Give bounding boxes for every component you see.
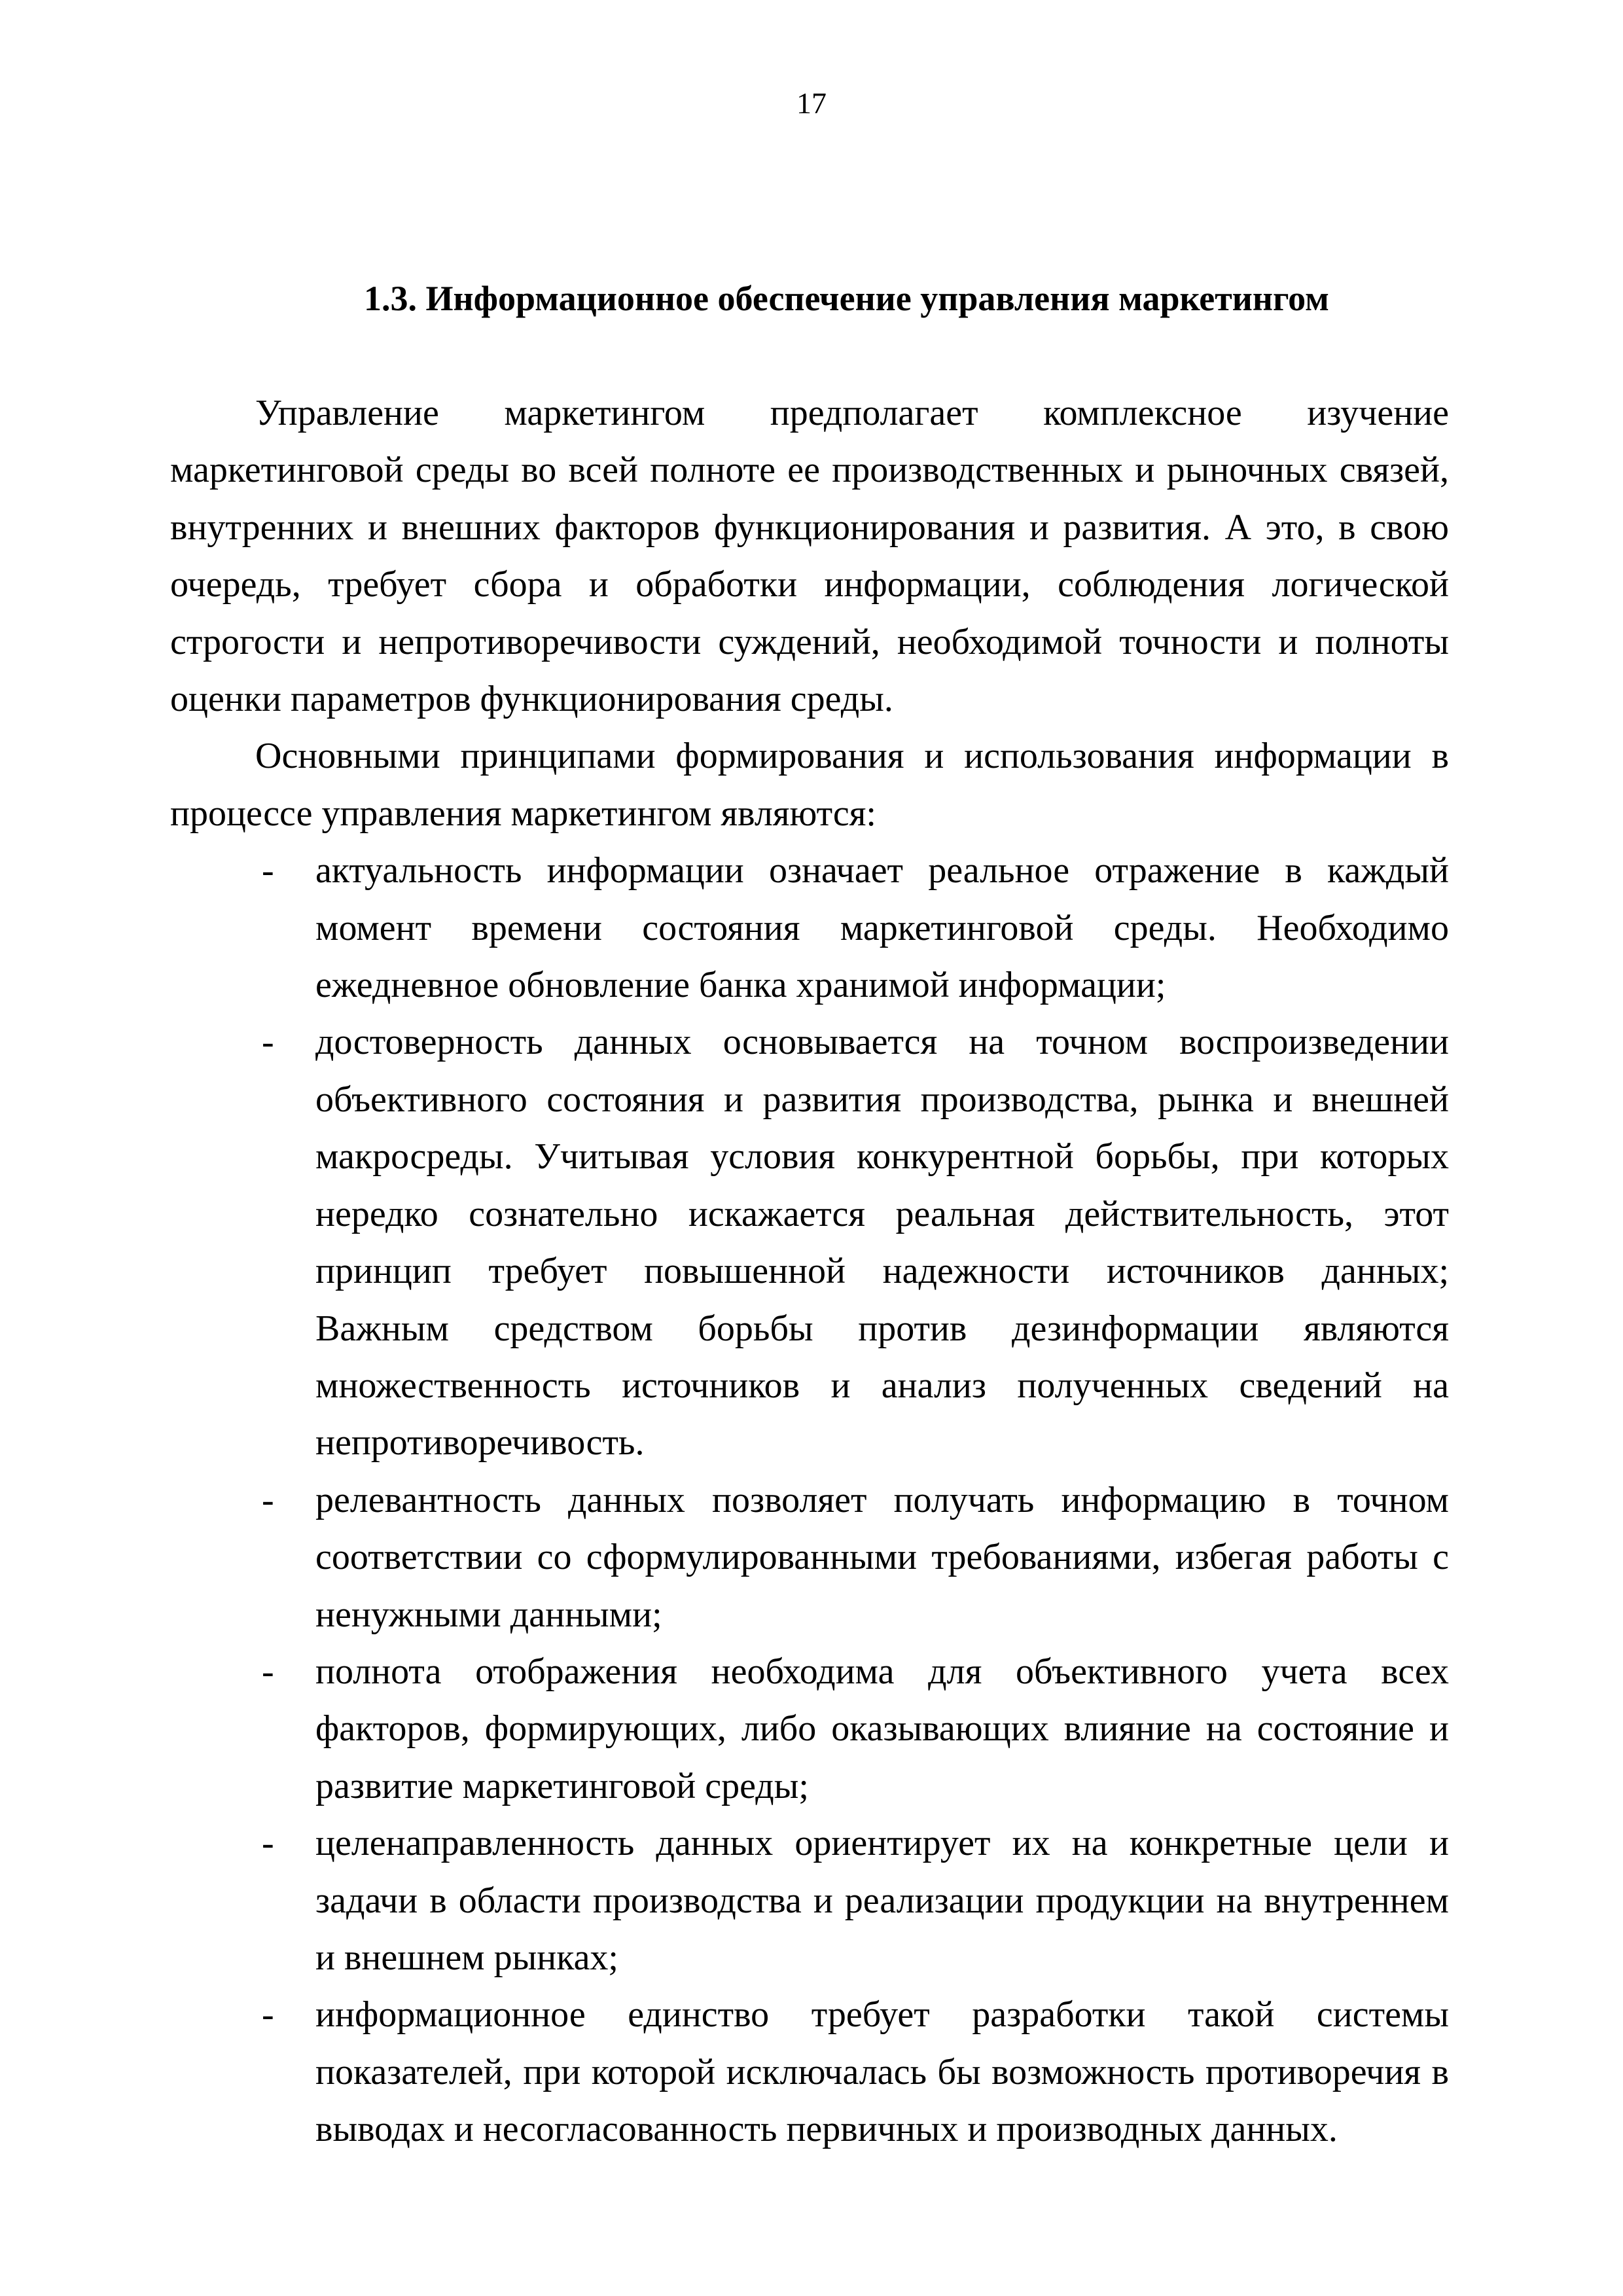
list-item-text: полнота отображения необходима для объективного учета всех факторов, формирующих, либо оказывающих влияние на состояние и развитие маркетинговой среды;	[315, 1651, 1449, 1806]
list-item	[170, 1986, 1449, 2158]
document-body	[170, 385, 1449, 2159]
list-item-text: актуальность информации означает реальное отражение в каждый момент времени состояния маркетинговой среды. Необходимо ежедневное обновление банка хранимой информации;	[315, 850, 1449, 1006]
bullet-dash: -	[262, 1823, 274, 1864]
paragraph-intro: Управление маркетингом предполагает комплексное изучение маркетинговой среды во всей полноте ее производственных и рыночных связей, внутренних и внешних факторов функционирования и развития. А это, в свою очередь, требует сбора и обработки информации, соблюдения логической строгости и непротиворечивости суждений, необходимой точности и полноты оценки параметров функционирования среды.	[170, 393, 1449, 720]
list-item	[170, 842, 1449, 1014]
bullet-dash: -	[262, 1022, 274, 1063]
principles-list	[170, 842, 1449, 2158]
bullet-dash: -	[262, 1651, 274, 1692]
list-item-text: релевантность данных позволяет получать информацию в точном соответствии со сформулированными требованиями, избегая работы с ненужными данными;	[315, 1479, 1449, 1635]
paragraph-principles-lead: Основными принципами формирования и использования информации в процессе управления маркетингом являются:	[170, 736, 1449, 834]
bullet-dash: -	[262, 1994, 274, 2036]
section-heading: 1.3. Информационное обеспечение управления маркетингом	[364, 279, 1329, 318]
bullet-dash: -	[262, 1479, 274, 1520]
page-number: 17	[796, 86, 827, 120]
bullet-dash: -	[262, 850, 274, 891]
list-item	[170, 1014, 1449, 1471]
list-item-text: достоверность данных основывается на точном воспроизведении объективного состояния и развития производства, рынка и внешней макросреды. Учитывая условия конкурентной борьбы, при которых нередко сознательно искажается реальная действительность, этот принцип требует повышенной надежности источников данных; Важным средством борьбы против дезинформации являются множественность источников и анализ полученных сведений на непротиворечивость.	[315, 1022, 1449, 1463]
list-item	[170, 1472, 1449, 1643]
list-item	[170, 1643, 1449, 1815]
list-item-text: целенаправленность данных ориентирует их на конкретные цели и задачи в области производства и реализации продукции на внутреннем и внешнем рынках;	[315, 1823, 1449, 1978]
list-item	[170, 1815, 1449, 1986]
list-item-text: информационное единство требует разработки такой системы показателей, при которой исключалась бы возможность противоречия в выводах и несогласованность первичных и производных данных.	[315, 1994, 1449, 2150]
